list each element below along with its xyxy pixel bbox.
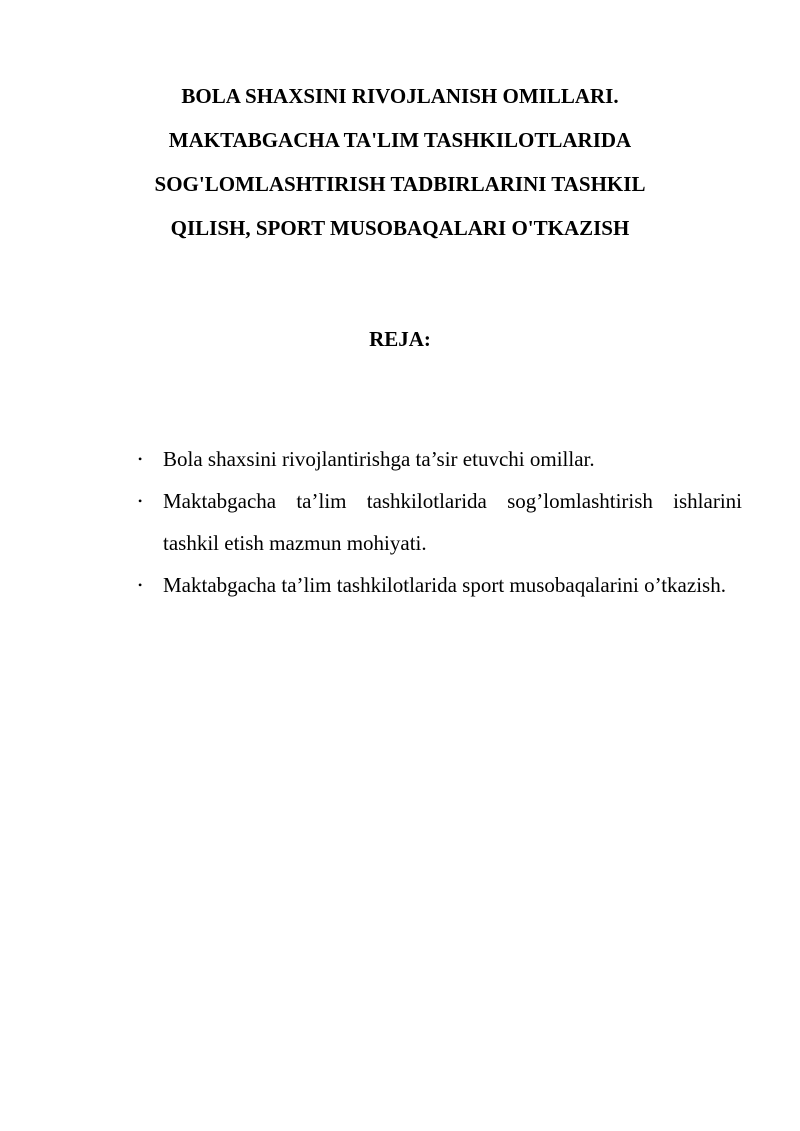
plan-list bbox=[138, 438, 742, 606]
list-item bbox=[138, 564, 742, 606]
bullet-icon: • bbox=[138, 452, 143, 466]
list-item bbox=[138, 438, 742, 480]
list-item-text: Bola shaxsini rivojlantirishga ta’sir etuvchi omillar. bbox=[163, 447, 595, 471]
document-title bbox=[100, 74, 700, 250]
title-line-4: QILISH, SPORT MUSOBAQALARI O'TKAZISH bbox=[170, 216, 630, 240]
list-item-text: Maktabgacha ta’lim tashkilotlarida sog’lomlashtirish ishlarini tashkil etish mazmun mohiyati. bbox=[163, 489, 742, 555]
title-line-1: BOLA SHAXSINI RIVOJLANISH OMILLARI. bbox=[181, 84, 619, 108]
list-item bbox=[138, 480, 742, 564]
bullet-icon: • bbox=[138, 494, 143, 508]
list-item-text: Maktabgacha ta’lim tashkilotlarida sport musobaqalarini o’tkazish. bbox=[163, 573, 726, 597]
bullet-icon: • bbox=[138, 578, 143, 592]
title-line-3: SOG'LOMLASHTIRISH TADBIRLARINI TASHKIL bbox=[154, 172, 646, 196]
title-line-2: MAKTABGACHA TA'LIM TASHKILOTLARIDA bbox=[168, 128, 632, 152]
plan-heading: REJA: bbox=[369, 327, 431, 351]
